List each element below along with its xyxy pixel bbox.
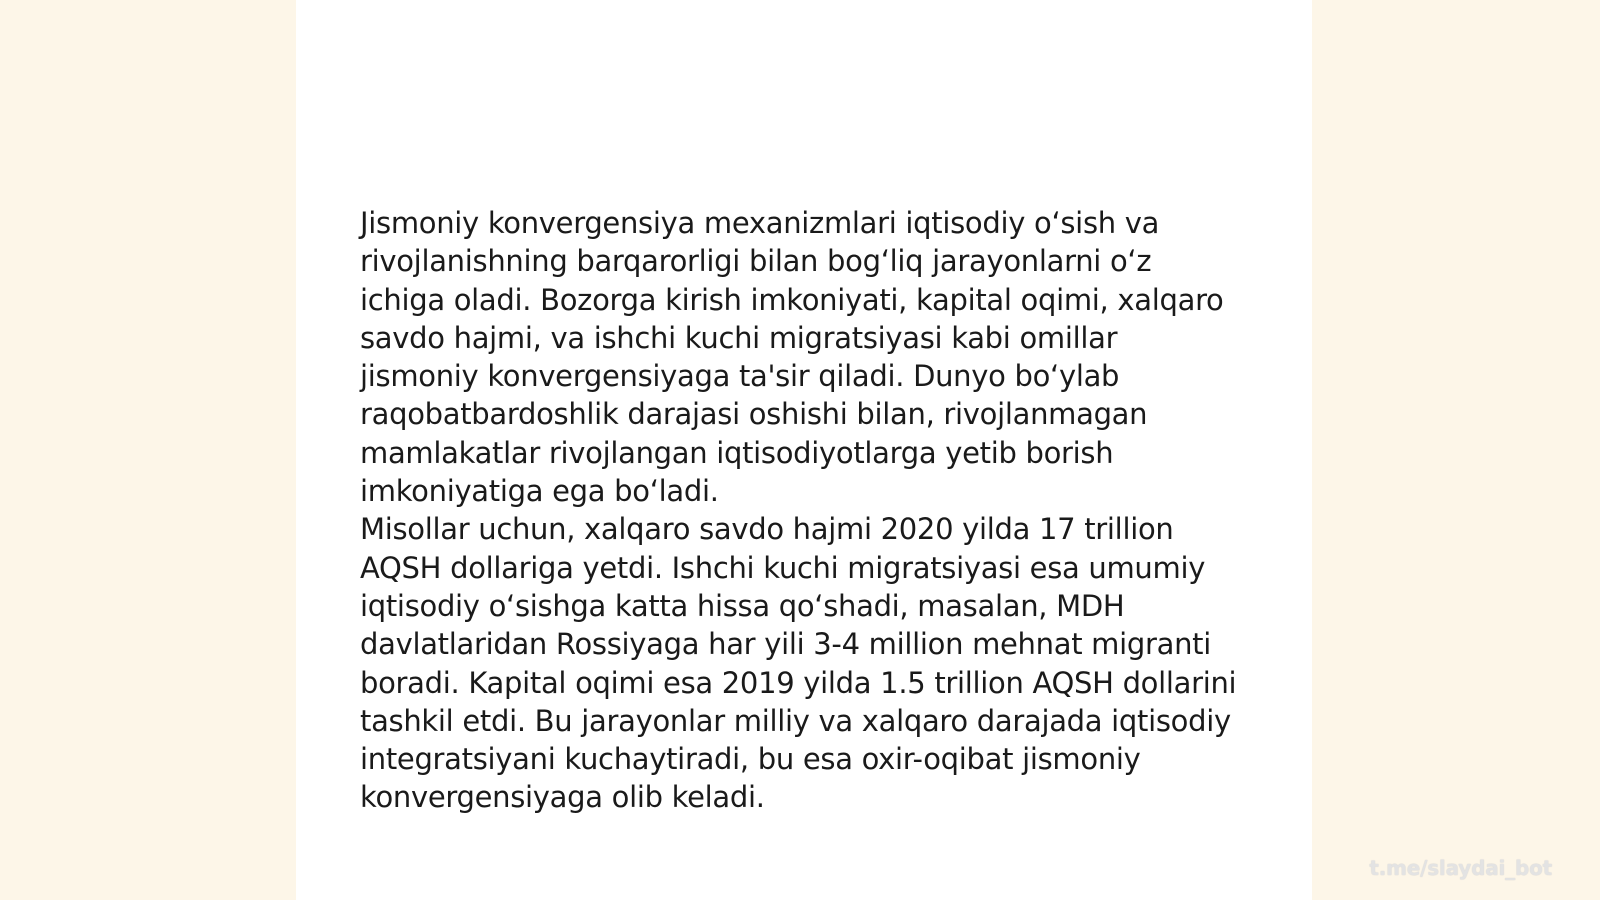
slide-body-text [360, 204, 1240, 817]
paragraph-examples: Misollar uchun, xalqaro savdo hajmi 2020 yilda 17 trillion AQSH dollariga yetdi. Ishchi kuchi migratsiyasi esa umumiy iqtisodiy o‘sishga katta hissa qo‘shadi, masalan, MDH davlatlaridan Rossiyaga har yili 3-4 million mehnat migranti boradi. Kapital oqimi esa 2019 yilda 1.5 trillion AQSH dollarini tashkil etdi. Bu jarayonlar milliy va xalqaro darajada iqtisodiy integratsiyani kuchaytiradi, bu esa oxir-oqibat jismoniy konvergensiyaga olib keladi. [360, 512, 1237, 815]
watermark-link[interactable]: t.me/slaydai_bot [1369, 856, 1552, 880]
paragraph-convergence-mechanisms: Jismoniy konvergensiya mexanizmlari iqtisodiy o‘sish va rivojlanishning barqarorligi bilan bog‘liq jarayonlarni o‘z ichiga oladi. Bozorga kirish imkoniyati, kapital oqimi, xalqaro savdo hajmi, va ishchi kuchi migratsiyasi kabi omillar jismoniy konvergensiyaga ta'sir qiladi. Dunyo bo‘ylab raqobatbardoshlik darajasi oshishi bilan, rivojlanmagan mamlakatlar rivojlangan iqtisodiyotlarga yetib borish imkoniyatiga ega bo‘ladi. [360, 206, 1224, 509]
